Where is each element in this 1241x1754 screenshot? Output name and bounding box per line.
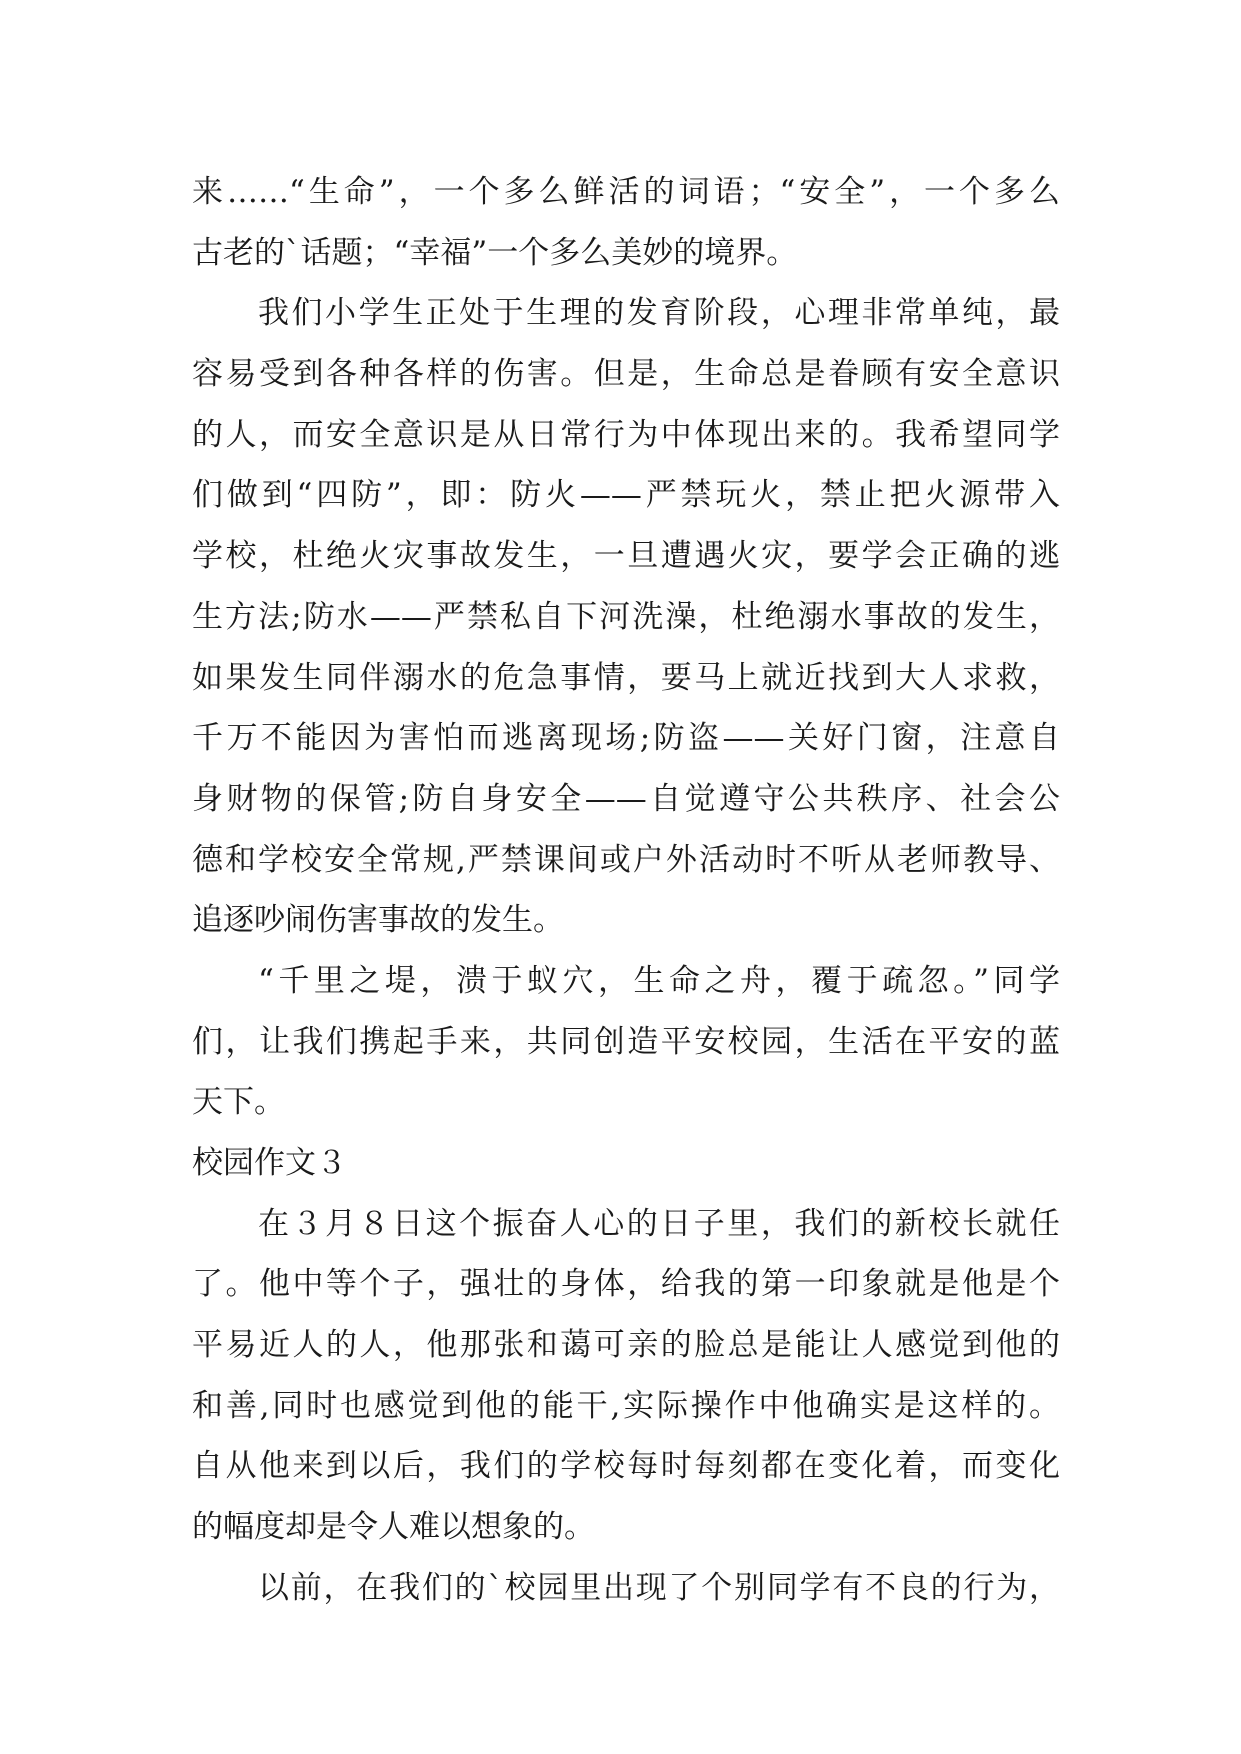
text-line: 的人，而安全意识是从日常行为中体现出来的。我希望同学 <box>192 416 1060 453</box>
text-line: 追逐吵闹伤害事故的发生。 <box>192 902 564 939</box>
text-line: 自从他来到以后，我们的学校每时每刻都在变化着，而变化 <box>192 1448 1060 1485</box>
text-line: 们，让我们携起手来，共同创造平安校园，生活在平安的蓝 <box>192 1023 1060 1060</box>
text-line: 以前，在我们的`校园里出现了个别同学有不良的行为， <box>258 1569 1060 1606</box>
text-line: 了。他中等个子，强壮的身体，给我的第一印象就是他是个 <box>192 1266 1060 1303</box>
text-line: 的幅度却是令人难以想象的。 <box>192 1509 595 1546</box>
text-line: 平易近人的人，他那张和蔼可亲的脸总是能让人感觉到他的 <box>192 1327 1060 1364</box>
text-line: 们做到“四防”，即：防火——严禁玩火，禁止把火源带入 <box>192 477 1060 514</box>
text-line: 来……“生命”，一个多么鲜活的词语；“安全”，一个多么 <box>192 174 1060 210</box>
text-line: 千万不能因为害怕而逃离现场;防盗——关好门窗，注意自 <box>192 720 1060 757</box>
text-line: 校园作文３ <box>192 1145 347 1181</box>
document-body <box>192 162 1060 1619</box>
text-line: 如果发生同伴溺水的危急事情，要马上就近找到大人求救， <box>192 659 1060 696</box>
text-line: 生方法;防水——严禁私自下河洗澡，杜绝溺水事故的发生， <box>192 598 1060 635</box>
text-line: 和善,同时也感觉到他的能干,实际操作中他确实是这样的。 <box>192 1387 1060 1424</box>
text-line: “千里之堤，溃于蚁穴，生命之舟，覆于疏忽。”同学 <box>258 962 1060 999</box>
text-line: 德和学校安全常规,严禁课间或户外活动时不听从老师教导、 <box>192 841 1060 878</box>
text-line: 古老的`话题；“幸福”一个多么美妙的境界。 <box>192 234 798 271</box>
text-line: 天下。 <box>192 1084 285 1121</box>
text-line: 我们小学生正处于生理的发育阶段，心理非常单纯，最 <box>258 295 1060 332</box>
text-line: 容易受到各种各样的伤害。但是，生命总是眷顾有安全意识 <box>192 356 1060 393</box>
text-line: 在３月８日这个振奋人心的日子里，我们的新校长就任 <box>258 1205 1060 1242</box>
text-line: 学校，杜绝火灾事故发生，一旦遭遇火灾，要学会正确的逃 <box>192 538 1060 575</box>
text-line: 身财物的保管;防自身安全——自觉遵守公共秩序、社会公 <box>192 780 1060 817</box>
